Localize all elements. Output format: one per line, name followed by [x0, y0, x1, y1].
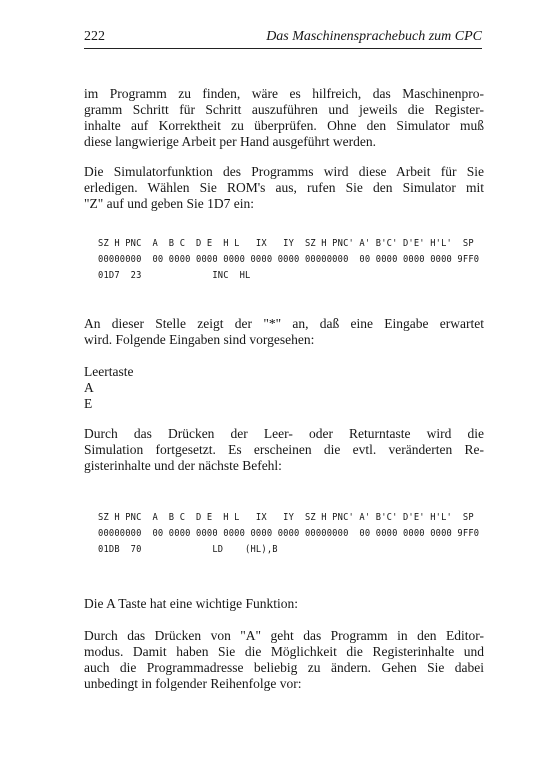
- register-header-line: SZ H PNC A B C D E H L IX IY SZ H PNC' A' B'C' D'E' H'L' SP: [98, 512, 474, 523]
- instruction-line: 01D7 23 INC HL: [98, 270, 251, 281]
- text-line: Die A Taste hat eine wichtige Funktion:: [84, 596, 299, 611]
- paragraph-a-key: [84, 596, 484, 612]
- text-line: inhalte auf Korrektheit zu überprüfen. Ohne den Simulator muß: [84, 118, 484, 133]
- text-line: auch die Programmadresse beliebig zu ändern. Gehen Sie dabei: [84, 660, 484, 675]
- text-line: Die Simulatorfunktion des Programms wird diese Arbeit für Sie: [84, 164, 484, 179]
- text-line: "Z" auf und geben Sie 1D7 ein:: [84, 196, 254, 211]
- text-line: An dieser Stelle zeigt der "*" an, daß eine Eingabe erwartet: [84, 316, 484, 331]
- paragraph-space-key: [84, 426, 484, 474]
- paragraph-editor-mode: [84, 628, 484, 692]
- instruction-line: 01DB 70 LD (HL),B: [98, 544, 278, 555]
- paragraph-input-prompt: [84, 316, 484, 348]
- text-line: Durch das Drücken von "A" geht das Programm in den Editor-: [84, 628, 484, 643]
- paragraph-simulator-intro: [84, 86, 484, 150]
- paragraph-simulator-function: [84, 164, 484, 212]
- input-options-list: [84, 364, 484, 412]
- register-dump-1: [98, 236, 480, 284]
- list-item: Leertaste: [84, 364, 134, 379]
- list-item: A: [84, 380, 94, 395]
- register-dump-2: [98, 510, 480, 558]
- running-title: Das Maschinensprachebuch zum CPC: [266, 29, 482, 44]
- register-header-line: SZ H PNC A B C D E H L IX IY SZ H PNC' A' B'C' D'E' H'L' SP: [98, 238, 474, 249]
- text-line: diese langwierige Arbeit per Hand ausgeführt werden.: [84, 134, 377, 149]
- page-number: 222: [84, 29, 105, 44]
- text-line: gisterinhalte und der nächste Befehl:: [84, 458, 282, 473]
- text-line: im Programm zu finden, wäre es hilfreich, das Maschinenpro-: [84, 86, 484, 101]
- text-line: modus. Damit haben Sie die Möglichkeit die Registerinhalte und: [84, 644, 484, 659]
- register-values-line: 00000000 00 0000 0000 0000 0000 0000 00000000 00 0000 0000 0000 9FF0: [98, 254, 480, 265]
- list-item: E: [84, 396, 93, 411]
- register-values-line: 00000000 00 0000 0000 0000 0000 0000 00000000 00 0000 0000 0000 9FF0: [98, 528, 480, 539]
- page-header: [84, 26, 482, 49]
- text-line: wird. Folgende Eingaben sind vorgesehen:: [84, 332, 315, 347]
- text-line: unbedingt in folgender Reihenfolge vor:: [84, 676, 302, 691]
- text-line: Simulation fortgesetzt. Es erscheinen die evtl. veränderten Re-: [84, 442, 484, 457]
- text-line: gramm Schritt für Schritt auszuführen und jeweils die Register-: [84, 102, 484, 117]
- text-line: Durch das Drücken der Leer- oder Returntaste wird die: [84, 426, 484, 441]
- text-line: erledigen. Wählen Sie ROM's aus, rufen Sie den Simulator mit: [84, 180, 484, 195]
